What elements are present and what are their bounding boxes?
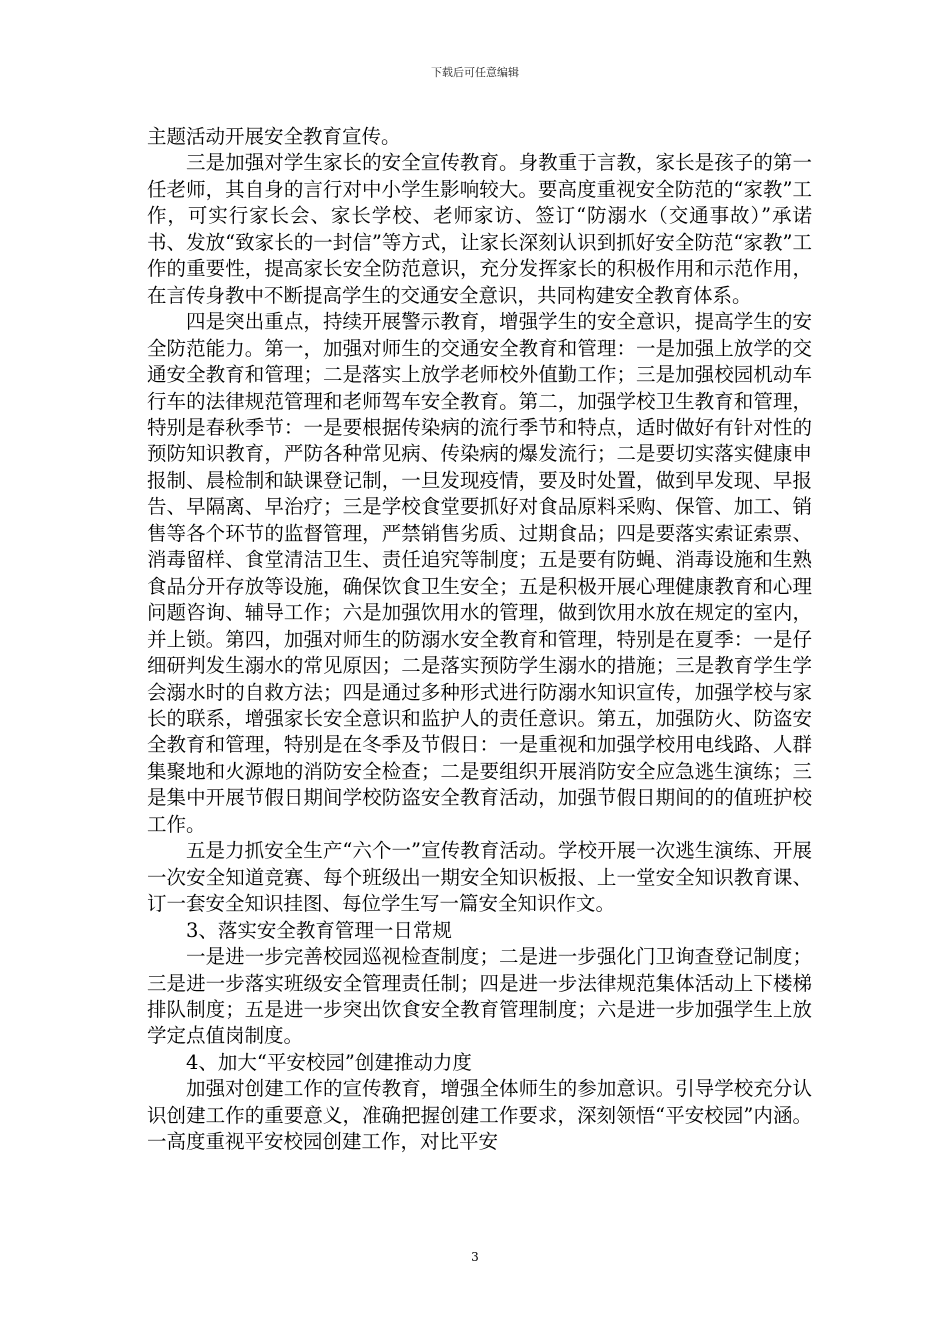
- document-body: [147, 124, 812, 1156]
- paragraph: 主题活动开展安全教育宣传。: [147, 125, 401, 148]
- paragraph: 一是进一步完善校园巡视检查制度；二是进一步强化门卫询查登记制度；三是进一步落实班级安全管理责任制；四是进一步法律规范集体活动上下楼梯排队制度；五是进一步突出饮食安全教育管理制度；六是进一步加强学生上放学定点值岗制度。: [147, 945, 812, 1048]
- section-heading: 4、加大“平安校园”创建推动力度: [186, 1050, 472, 1074]
- page-number: 3: [471, 1250, 479, 1264]
- paragraph: 四是突出重点，持续开展警示教育，增强学生的安全意识，提高学生的安全防范能力。第一，加强对师生的交通安全教育和管理：一是加强上放学的交通安全教育和管理；二是落实上放学老师校外值勤工作；三是加强校园机动车行车的法律规范管理和老师驾车安全教育。第二，加强学校卫生教育和管理，特别是春秋季节：一是要根据传染病的流行季节和特点，适时做好有针对性的预防知识教育，严防各种常见病、传染病的爆发流行；二是要切实落实健康申报制、晨检制和缺课登记制，一旦发现疫情，要及时处置，做到早发现、早报告、早隔离、早治疗；三是学校食堂要抓好对食品原料采购、保管、加工、销售等各个环节的监督管理，严禁销售劣质、过期食品；四是要落实索证索票、消毒留样、食堂清洁卫生、责任追究等制度；五是要有防蝇、消毒设施和生熟食品分开存放等设施，确保饮食卫生安全；五是积极开展心理健康教育和心理问题咨询、辅导工作；六是加强饮用水的管理，做到饮用水放在规定的室内，并上锁。第四，加强对师生的防溺水安全教育和管理，特别是在夏季：一是仔细研判发生溺水的常见原因；二是落实预防学生溺水的措施；三是教育学生学会溺水时的自救方法；四是通过多种形式进行防溺水知识宣传，加强学校与家长的联系，增强家长安全意识和监护人的责任意识。第五，加强防火、防盗安全教育和管理，特别是在冬季及节假日：一是重视和加强学校用电线路、人群集聚地和火源地的消防安全检查；二是要组织开展消防安全应急逃生演练；三是集中开展节假日期间学校防盗安全教育活动，加强节假日期间的的值班护校工作。: [147, 310, 812, 836]
- paragraph: 三是加强对学生家长的安全宣传教育。身教重于言教，家长是孩子的第一任老师，其自身的言行对中小学生影响较大。要高度重视安全防范的“家教”工作，可实行家长会、家长学校、老师家访、签订“防溺水（交通事故）”承诺书、发放“致家长的一封信”等方式，让家长深刻认识到抓好安全防范“家教”工作的重要性，提高家长安全防范意识，充分发挥家长的积极作用和示范作用，在言传身教中不断提高学生的交通安全意识，共同构建安全教育体系。: [147, 151, 812, 307]
- section-heading: 3、落实安全教育管理一日常规: [186, 918, 452, 942]
- page-header: 下载后可任意编辑: [431, 66, 519, 79]
- paragraph: 加强对创建工作的宣传教育，增强全体师生的参加意识。引导学校充分认识创建工作的重要意义，准确把握创建工作要求，深刻领悟“平安校园”内涵。一高度重视平安校园创建工作，对比平安: [147, 1077, 812, 1154]
- paragraph: 五是力抓安全生产“六个一”宣传教育活动。学校开展一次逃生演练、开展一次安全知道竞赛、每个班级出一期安全知识板报、上一堂安全知识教育课、订一套安全知识挂图、每位学生写一篇安全知识作文。: [147, 839, 812, 916]
